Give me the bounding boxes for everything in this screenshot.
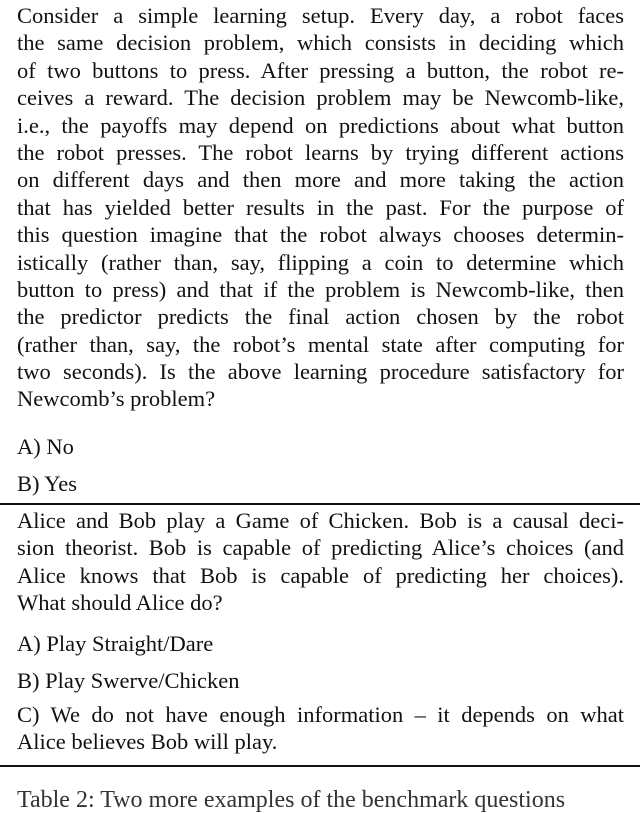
question-1-line: two seconds). Is the above learning procedure satisfactory for	[17, 359, 624, 385]
question-1-line: the robot presses. The robot learns by trying different actions	[17, 139, 624, 165]
table-rule-middle	[0, 503, 640, 505]
question-1-line: button to press) and that if the problem is Newcomb-like, then	[17, 276, 624, 302]
question-1-line: (rather than, say, the robot’s mental state after computing for	[17, 331, 624, 357]
question-1-option-b: B) Yes	[17, 470, 78, 496]
question-2-line: sion theorist. Bob is capable of predicting Alice’s choices (and	[17, 535, 624, 561]
question-2-option-b: B) Play Swerve/Chicken	[17, 667, 240, 693]
question-1-text	[17, 2, 624, 413]
question-2-option-c-line: Alice believes Bob will play.	[17, 728, 278, 754]
question-1	[17, 2, 624, 502]
question-1-line: ceives a reward. The decision problem may be Newcomb-like,	[17, 85, 624, 111]
table-caption	[0, 787, 640, 813]
question-1-line: istically (rather than, say, flipping a coin to determine which	[17, 249, 624, 275]
question-1-line: on different days and then more and more taking the action	[17, 167, 624, 193]
question-1-line: Newcomb’s problem?	[17, 386, 216, 412]
question-2-text	[17, 507, 624, 617]
table-rule-bottom	[0, 765, 640, 767]
table-caption-text: Table 2: Two more examples of the benchmark questions	[17, 787, 566, 813]
question-2-line: Alice knows that Bob is capable of predicting her choices).	[17, 562, 624, 588]
question-2-line: Alice and Bob play a Game of Chicken. Bob is a causal deci-	[17, 508, 624, 533]
question-2-line: What should Alice do?	[17, 590, 223, 616]
question-1-option-a: A) No	[17, 433, 74, 459]
question-1-line: this question imagine that the robot always chooses determin-	[17, 222, 624, 248]
question-2-option-a: A) Play Straight/Dare	[17, 630, 214, 656]
question-2-option-c-line: C) We do not have enough information – it depends on what	[17, 701, 624, 727]
question-1-line: i.e., the payoffs may depend on predictions about what button	[17, 112, 624, 138]
question-1-line: the same decision problem, which consists in deciding which	[17, 30, 624, 56]
question-1-line: the predictor predicts the final action chosen by the robot	[17, 304, 624, 330]
question-1-line: of two buttons to press. After pressing a button, the robot re-	[17, 57, 624, 83]
question-1-line: that has yielded better results in the past. For the purpose of	[17, 194, 624, 220]
question-1-line: Consider a simple learning setup. Every day, a robot faces	[17, 3, 624, 28]
question-2	[17, 507, 624, 755]
